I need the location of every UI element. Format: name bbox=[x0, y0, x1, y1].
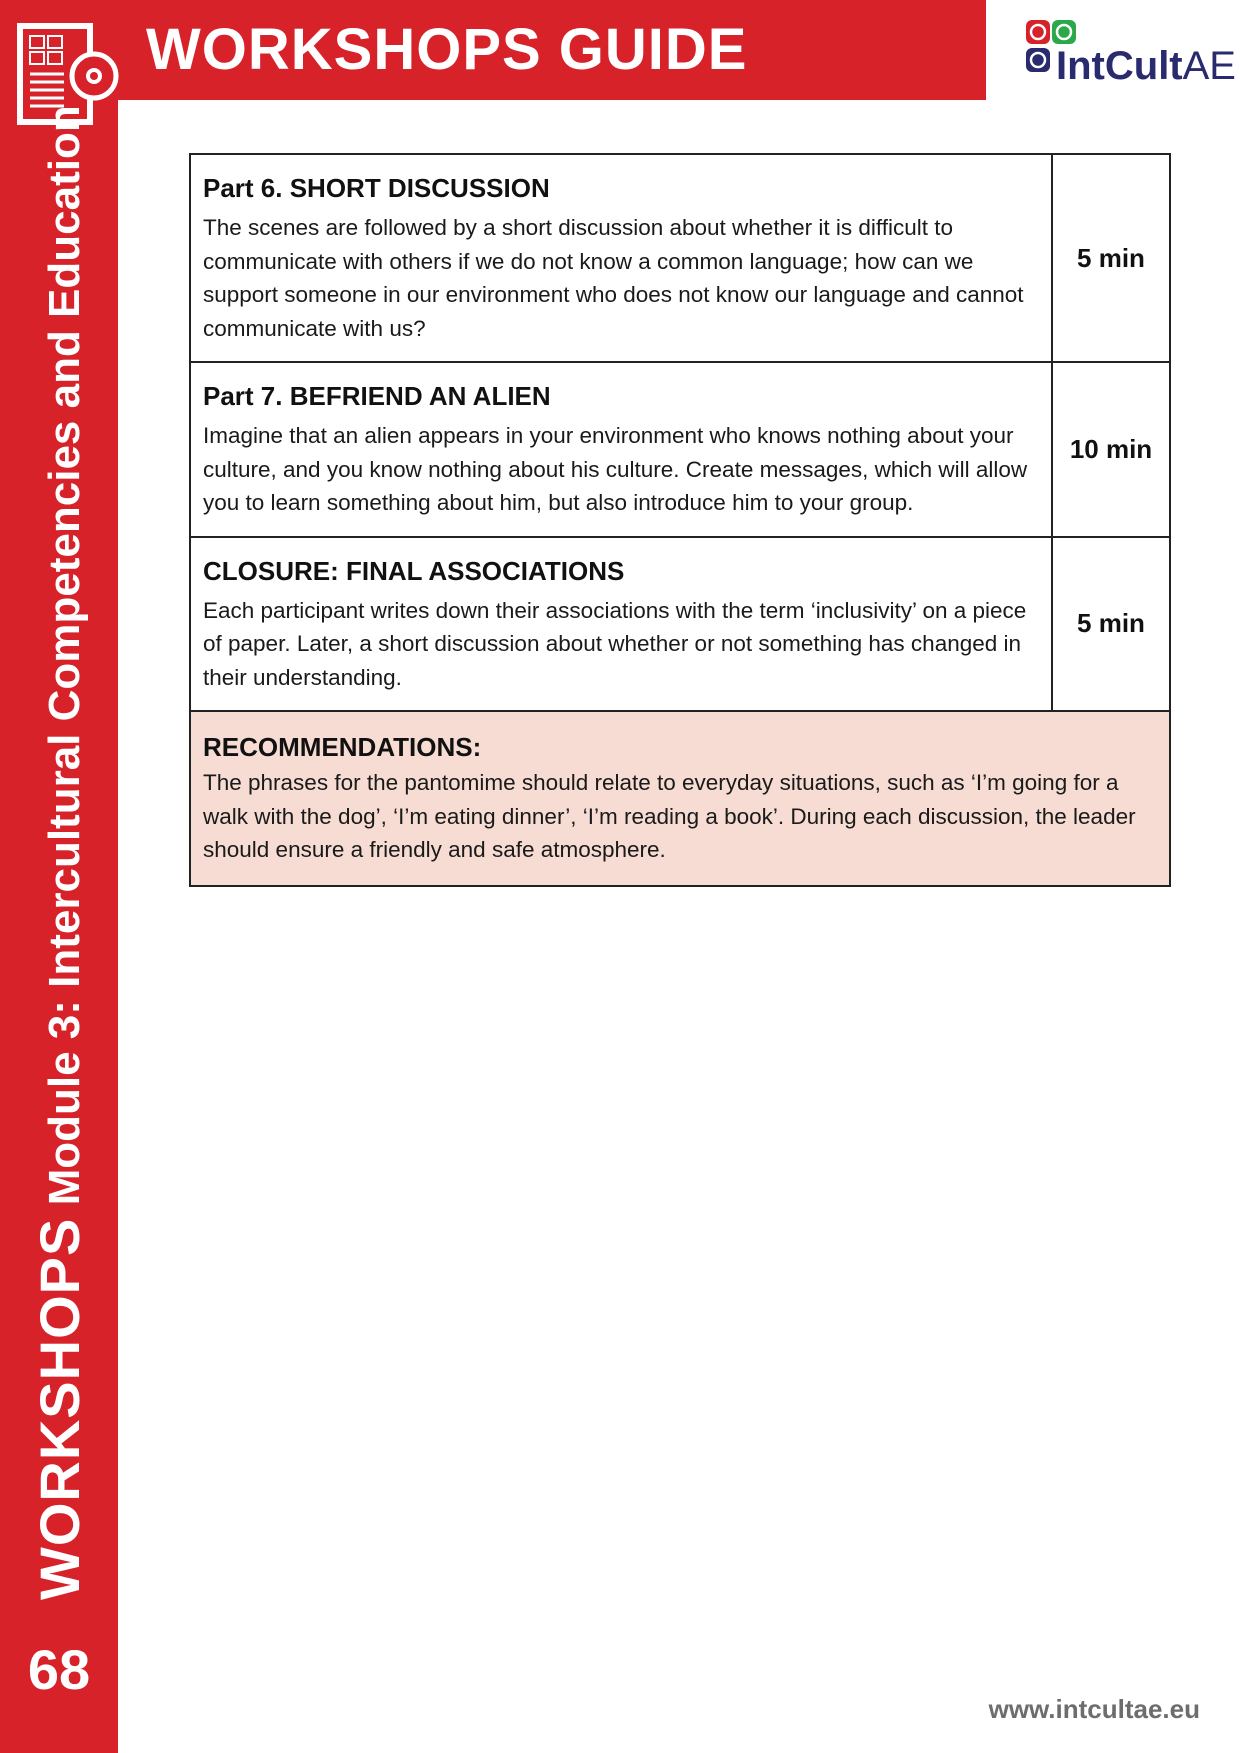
duration-label: 5 min bbox=[1077, 242, 1145, 273]
part-text: Each participant writes down their associations with the term ‘inclusivity’ on a piece of paper. Later, a short discussion about whether or not something has changed in their understanding. bbox=[203, 597, 1027, 690]
recommendations-content bbox=[203, 730, 1155, 867]
logo-name-bold: IntCult bbox=[1056, 44, 1183, 88]
recommendations-row bbox=[191, 712, 1169, 885]
sidebar-label-module: Module 3: Intercultural Competencies and Education bbox=[40, 105, 89, 1218]
part-title: CLOSURE: FINAL ASSOCIATIONS bbox=[203, 555, 625, 586]
table-row bbox=[191, 155, 1169, 363]
workshop-table bbox=[189, 153, 1171, 887]
recommendations-text: The phrases for the pantomime should relate to everyday situations, such as ‘I’m going for a walk with the dog’, ‘I’m eating dinner’, ‘I’m reading a book’. During each discussion, the leader should ensure a friendly and safe atmosphere. bbox=[203, 770, 1136, 862]
duration-label: 10 min bbox=[1069, 433, 1153, 464]
logo-wordmark bbox=[1056, 44, 1236, 88]
table-cell-description bbox=[191, 155, 1053, 361]
footer-url: www.intcultae.eu bbox=[988, 1694, 1200, 1724]
table-row bbox=[191, 538, 1169, 713]
part-title: Part 7. BEFRIEND AN ALIEN bbox=[203, 381, 551, 411]
duration-label: 5 min bbox=[1077, 608, 1145, 639]
table-cell-description bbox=[191, 538, 1053, 711]
part-text: Imagine that an alien appears in your environment who knows nothing about your culture, and you know nothing about his culture. Create messages, which will allow you to learn something about him, but also introduce him to your group. bbox=[203, 423, 1028, 515]
page-title: WORKSHOPS GUIDE bbox=[146, 17, 748, 82]
part-title: Part 6. SHORT DISCUSSION bbox=[203, 173, 550, 203]
logo-name-light: AE bbox=[1182, 44, 1236, 88]
sidebar-label-workshops: WORKSHOPS bbox=[28, 1217, 91, 1600]
page-number: 68 bbox=[27, 1638, 91, 1701]
table-row bbox=[191, 363, 1169, 538]
sidebar-vertical-label bbox=[28, 105, 92, 1600]
table-cell-description bbox=[191, 363, 1053, 536]
recommendations-title: RECOMMENDATIONS: bbox=[203, 732, 482, 762]
part-text: The scenes are followed by a short discussion about whether it is difficult to communicate with others if we do not know a common language; how can we support someone in our environment who does not know our language and cannot communicate with us? bbox=[203, 215, 1024, 341]
